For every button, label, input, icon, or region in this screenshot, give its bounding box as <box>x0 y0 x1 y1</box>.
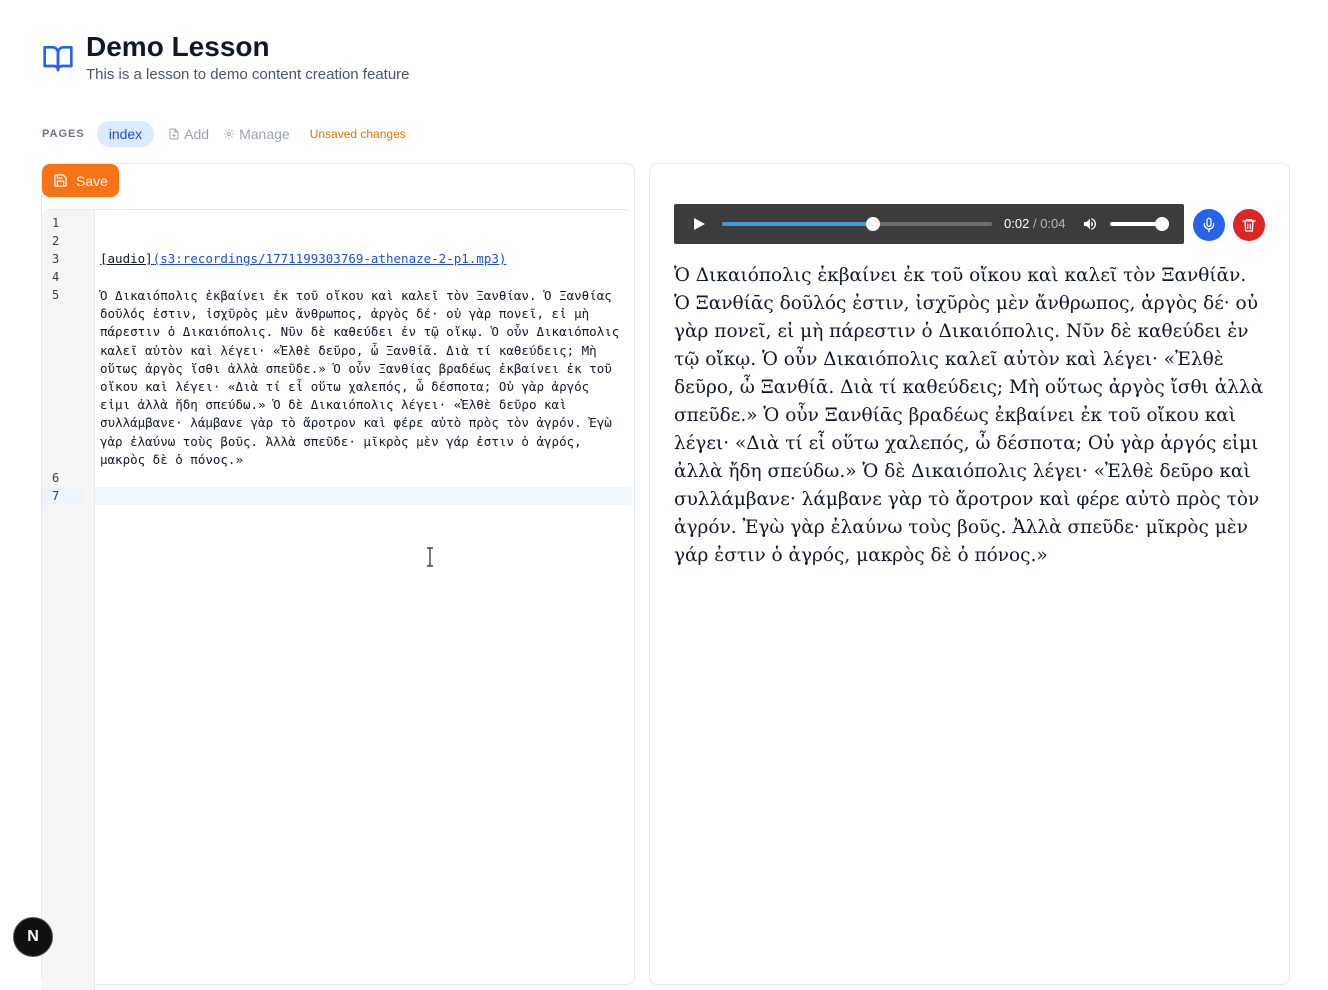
audio-link-close: ) <box>498 251 507 266</box>
line-number: 4 <box>52 270 60 284</box>
line-number: 3 <box>52 252 60 266</box>
line-number: 6 <box>52 471 60 485</box>
record-button[interactable] <box>1193 209 1225 241</box>
microphone-icon <box>1201 217 1217 233</box>
code-line-paragraph[interactable]: Ὁ Δικαιόπολις ἐκβαίνει ἐκ τοῦ οἴκου καὶ καλεῖ τὸν Ξανθίαν. Ὁ Ξανθίας δοῦλός ἐστιν, ἰσχῦρὸς μὲν ἄνθρωπος, ἀργὸς δέ· οὐ γὰρ πονεῖ, εἰ μὴ πάρεστιν ὁ Δικαιόπολις. Νῦν δὲ καθεύδει ἐν τῷ οἴκῳ. Ὁ οὖν Δικαιόπολις καλεῖ αὐτὸν καὶ λέγει· «Ἐλθὲ δεῦρο, ὦ Ξανθίᾱ. Διὰ τί καθεύδεις; Μὴ οὕτως ἀργὸς ἴσθι ἀλλὰ σπεῦδε.» Ὁ οὖν Ξανθίας βραδέως ἐκβαίνει ἐκ τοῦ οἴκου καὶ λέγει· «Διὰ τί εἶ οὕτω χαλεπός, ὦ δέσποτα; Οὐ γὰρ ἀργός εἰμι ἀλλὰ ἤδη σπεύδω.» Ὁ δὲ Δικαιόπολις λέγει· «Ἐλθὲ δεῦρο καὶ συλλάμβανε· λάμβανε γὰρ τὸ ἄροτρον καὶ φέρε αὐτὸ πρὸς τὸν ἀγρόν. Ἐγὼ γὰρ ἐλαύνω τοὺς βοῦς. Ἀλλὰ σπεῦδε· μῖκρὸς μὲν γάρ ἐστιν ὁ ἀγρός, μακρὸς δὲ ὁ πόνος.» <box>100 288 627 467</box>
save-button[interactable] <box>42 164 119 197</box>
page-title: Demo Lesson <box>86 31 270 62</box>
audio-link-url[interactable]: s3:recordings/1771199303769-athenaze-2-p1.mp3 <box>160 251 499 266</box>
save-label: Save <box>76 172 108 189</box>
audio-progress-bar[interactable] <box>722 222 992 226</box>
volume-icon[interactable] <box>1082 216 1098 232</box>
manage-pages-button[interactable] <box>223 126 290 142</box>
add-page-button[interactable] <box>168 126 209 142</box>
active-line-highlight <box>95 487 632 505</box>
lesson-preview-text: Ὁ Δικαιόπολις ἐκβαίνει ἐκ τοῦ οἴκου καὶ καλεῖ τὸν Ξανθίᾱν. Ὁ Ξανθίᾱς δοῦλός ἐστιν, ἰσχῦρὸς μὲν ἄνθρωπος, ἀργὸς δέ· οὐ γὰρ πονεῖ, εἰ μὴ πάρεστιν ὁ Δικαιόπολις. Νῦν δὲ καθεύδει ἐν τῷ οἴκῳ. Ὁ οὖν Δικαιόπολις καλεῖ αὐτὸν καὶ λέγει· «Ἐλθὲ δεῦρο, ὦ Ξανθίᾱ. Διὰ τί καθεύδεις; Μὴ οὕτως ἀργὸς ἴσθι ἀλλὰ σπεῦδε.» Ὁ οὖν Ξανθίᾱς βραδέως ἐκβαίνει ἐκ τοῦ οἴκου καὶ λέγει· «Διὰ τί εἶ οὕτω χαλεπός, ὦ δέσποτα; Οὐ γὰρ ἀργός εἰμι ἀλλὰ ἤδη σπεύδω.» Ὁ δὲ Δικαιόπολις λέγει· «Ἐλθὲ δεῦρο καὶ συλλάμβανε· λάμβανε γὰρ τὸ ἄροτρον καὶ φέρε αὐτὸ πρὸς τὸν ἀγρόν. Ἐγὼ γὰρ ἐλαύνω τοὺς βοῦς. Ἀλλὰ σπεῦδε· μῖκρὸς μὲν γάρ ἐστιν ὁ ἀγρός, μακρὸς δὲ ὁ πόνος.» <box>674 265 1264 566</box>
audio-player[interactable] <box>674 204 1184 244</box>
play-icon[interactable] <box>692 217 706 231</box>
code-editor[interactable] <box>42 209 632 990</box>
text-cursor-icon <box>425 547 435 567</box>
file-plus-icon <box>168 128 180 140</box>
tab-index[interactable]: index <box>97 121 154 147</box>
manage-pages-label: Manage <box>239 126 290 142</box>
pages-bar <box>42 119 406 149</box>
lesson-heading <box>86 30 410 83</box>
line-number-active: 7 <box>42 487 84 505</box>
delete-recording-button[interactable] <box>1233 209 1265 241</box>
audio-link-open: ( <box>152 251 161 266</box>
trash-icon <box>1241 217 1257 233</box>
gear-icon <box>223 128 235 140</box>
add-page-label: Add <box>184 126 210 142</box>
line-number: 1 <box>52 216 60 230</box>
duration: 0:04 <box>1040 216 1066 231</box>
page-subtitle: This is a lesson to demo content creation feature <box>86 66 410 83</box>
audio-progress-handle[interactable] <box>866 217 880 231</box>
editor-panel <box>41 163 635 985</box>
audio-progress-fill <box>722 222 873 226</box>
dev-tools-badge[interactable] <box>13 917 53 957</box>
lesson-header <box>42 30 410 83</box>
line-number-gutter <box>42 210 95 990</box>
pages-label: PAGES <box>42 128 85 140</box>
time-separator: / <box>1032 216 1037 231</box>
volume-handle[interactable] <box>1155 217 1169 231</box>
dev-tools-letter: N <box>27 928 39 945</box>
code-line-audio[interactable] <box>100 250 620 268</box>
book-open-icon <box>42 42 74 74</box>
line-number: 2 <box>52 234 60 248</box>
audio-link-label: [audio] <box>100 251 153 266</box>
current-time: 0:02 <box>1004 216 1030 231</box>
save-icon <box>53 173 68 188</box>
line-number: 5 <box>52 288 60 302</box>
audio-time <box>1004 216 1066 231</box>
preview-panel <box>649 163 1290 985</box>
unsaved-status: Unsaved changes <box>309 127 406 141</box>
